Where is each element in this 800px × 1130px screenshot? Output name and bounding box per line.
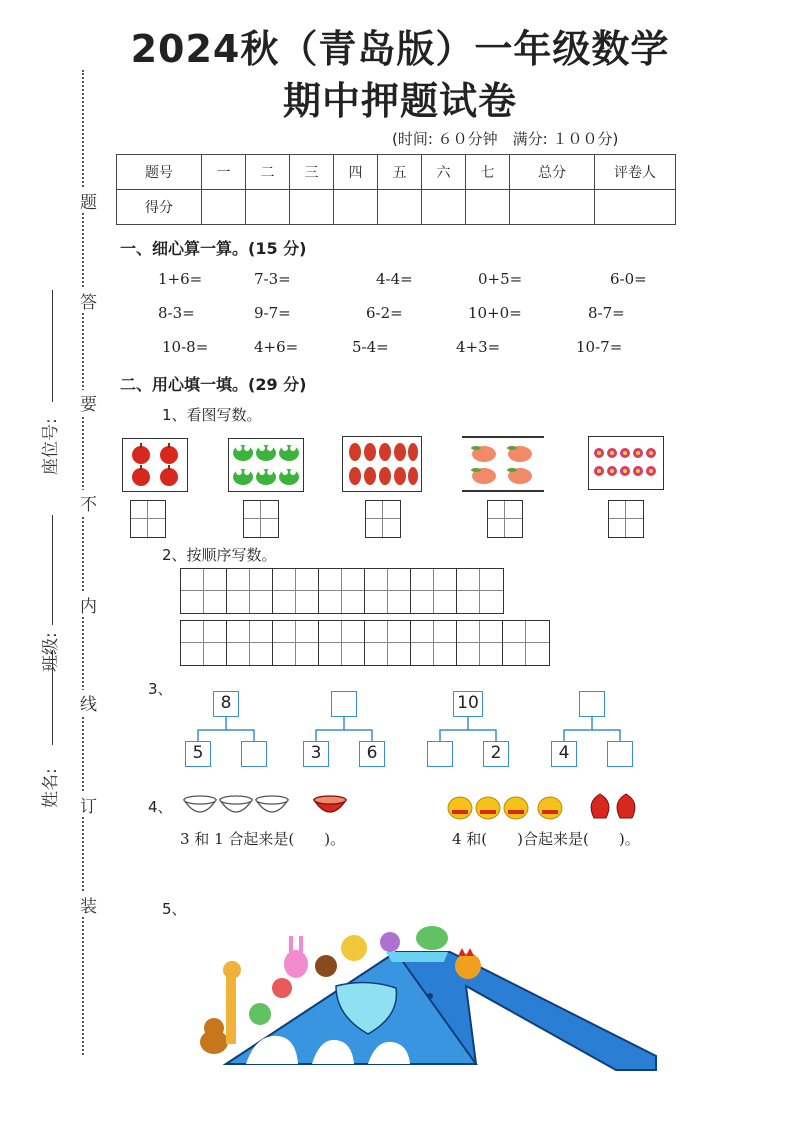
picture-frogs	[228, 438, 304, 492]
seal-char-4: 不	[80, 490, 97, 515]
score-header-cell: 二	[246, 155, 290, 190]
score-header-cell: 总分	[509, 155, 594, 190]
score-header-cell: 三	[290, 155, 334, 190]
score-header-cell: 四	[333, 155, 377, 190]
number-box[interactable]	[241, 741, 267, 767]
class-line	[52, 515, 53, 625]
seal-char-6: 线	[80, 690, 97, 715]
equation: 10-7=	[576, 338, 623, 356]
answer-box[interactable]	[243, 500, 279, 538]
name-line	[52, 650, 53, 745]
score-cell[interactable]	[290, 190, 334, 225]
number-box: 4	[551, 741, 577, 767]
picture-flowers	[588, 436, 664, 490]
section-1-heading: 一、细心算一算。(15 分)	[120, 239, 307, 258]
score-table-score-row	[117, 190, 676, 225]
answer-box[interactable]	[487, 500, 523, 538]
question-3-label: 3、	[148, 680, 173, 698]
equation: 8-3=	[158, 304, 195, 322]
score-header-cell: 五	[377, 155, 421, 190]
equation: 4-4=	[376, 270, 413, 288]
class-label: 班级:	[41, 632, 61, 672]
name-label: 姓名:	[41, 768, 61, 808]
answer-box[interactable]	[130, 500, 166, 538]
apple-icon	[123, 439, 187, 491]
frog-icon	[229, 439, 303, 491]
number-box: 10	[453, 691, 483, 717]
equation: 7-3=	[254, 270, 291, 288]
time-info: (时间: ６０分钟 满分: １００分)	[392, 130, 619, 148]
peach-icon	[462, 438, 544, 490]
number-box: 3	[303, 741, 329, 767]
equation: 10+0=	[468, 304, 522, 322]
question-4-text-left: 3 和 1 合起来是( )。	[180, 830, 346, 848]
answer-box[interactable]	[608, 500, 644, 538]
score-cell[interactable]	[202, 190, 246, 225]
number-box: 6	[359, 741, 385, 767]
sequence-grid-2[interactable]	[180, 620, 550, 666]
score-cell[interactable]	[595, 190, 676, 225]
lantern-icon	[343, 437, 421, 491]
number-box: 2	[483, 741, 509, 767]
section-2-heading: 二、用心填一填。(29 分)	[120, 375, 307, 394]
equation: 4+6=	[254, 338, 299, 356]
score-cell[interactable]	[421, 190, 465, 225]
picture-peaches	[462, 436, 544, 492]
equation: 8-7=	[588, 304, 625, 322]
seal-char-8: 装	[80, 892, 97, 917]
question-4-text-right: 4 和( )合起来是( )。	[452, 830, 640, 848]
bowl-icon	[180, 792, 350, 826]
answer-box[interactable]	[365, 500, 401, 538]
question-4-label: 4、	[148, 798, 173, 816]
elephant-slide-illustration	[186, 916, 666, 1076]
equation: 6-2=	[366, 304, 403, 322]
number-box: 5	[185, 741, 211, 767]
score-header-cell: 一	[202, 155, 246, 190]
picture-apples	[122, 438, 188, 492]
picture-lanterns	[342, 436, 422, 492]
score-cell[interactable]	[465, 190, 509, 225]
score-table	[116, 154, 676, 225]
number-box: 8	[213, 691, 239, 717]
number-box[interactable]	[427, 741, 453, 767]
title-line-2: 期中押题试卷	[282, 79, 517, 123]
equation: 4+3=	[456, 338, 501, 356]
score-table-header-row	[117, 155, 676, 190]
sequence-grid-1[interactable]	[180, 568, 504, 614]
score-row-label: 得分	[117, 190, 202, 225]
question-2-label: 2、按顺序写数。	[162, 546, 277, 564]
seat-line	[52, 290, 53, 402]
score-header-cell: 六	[421, 155, 465, 190]
score-cell[interactable]	[509, 190, 594, 225]
number-box[interactable]	[579, 691, 605, 717]
score-header-cell: 题号	[117, 155, 202, 190]
score-cell[interactable]	[246, 190, 290, 225]
flower-icon	[589, 437, 663, 489]
score-cell[interactable]	[377, 190, 421, 225]
seat-label: 座位号:	[41, 418, 61, 475]
equation: 0+5=	[478, 270, 523, 288]
equation: 5-4=	[352, 338, 389, 356]
question-1-label: 1、看图写数。	[162, 406, 262, 424]
title-line-1: 2024秋（青岛版）一年级数学	[130, 27, 670, 71]
score-header-cell: 评卷人	[595, 155, 676, 190]
equation: 1+6=	[158, 270, 203, 288]
seal-char-2: 答	[80, 288, 97, 313]
chick-icon	[444, 788, 644, 824]
seal-char-3: 要	[80, 390, 97, 415]
seal-char-5: 内	[80, 592, 97, 617]
seal-char-7: 订	[80, 792, 97, 817]
score-header-cell: 七	[465, 155, 509, 190]
question-5-label: 5、	[162, 900, 187, 918]
number-box[interactable]	[607, 741, 633, 767]
equation: 6-0=	[610, 270, 647, 288]
equation: 10-8=	[162, 338, 209, 356]
equation: 9-7=	[254, 304, 291, 322]
score-cell[interactable]	[333, 190, 377, 225]
seal-char-1: 题	[80, 188, 97, 213]
number-box[interactable]	[331, 691, 357, 717]
